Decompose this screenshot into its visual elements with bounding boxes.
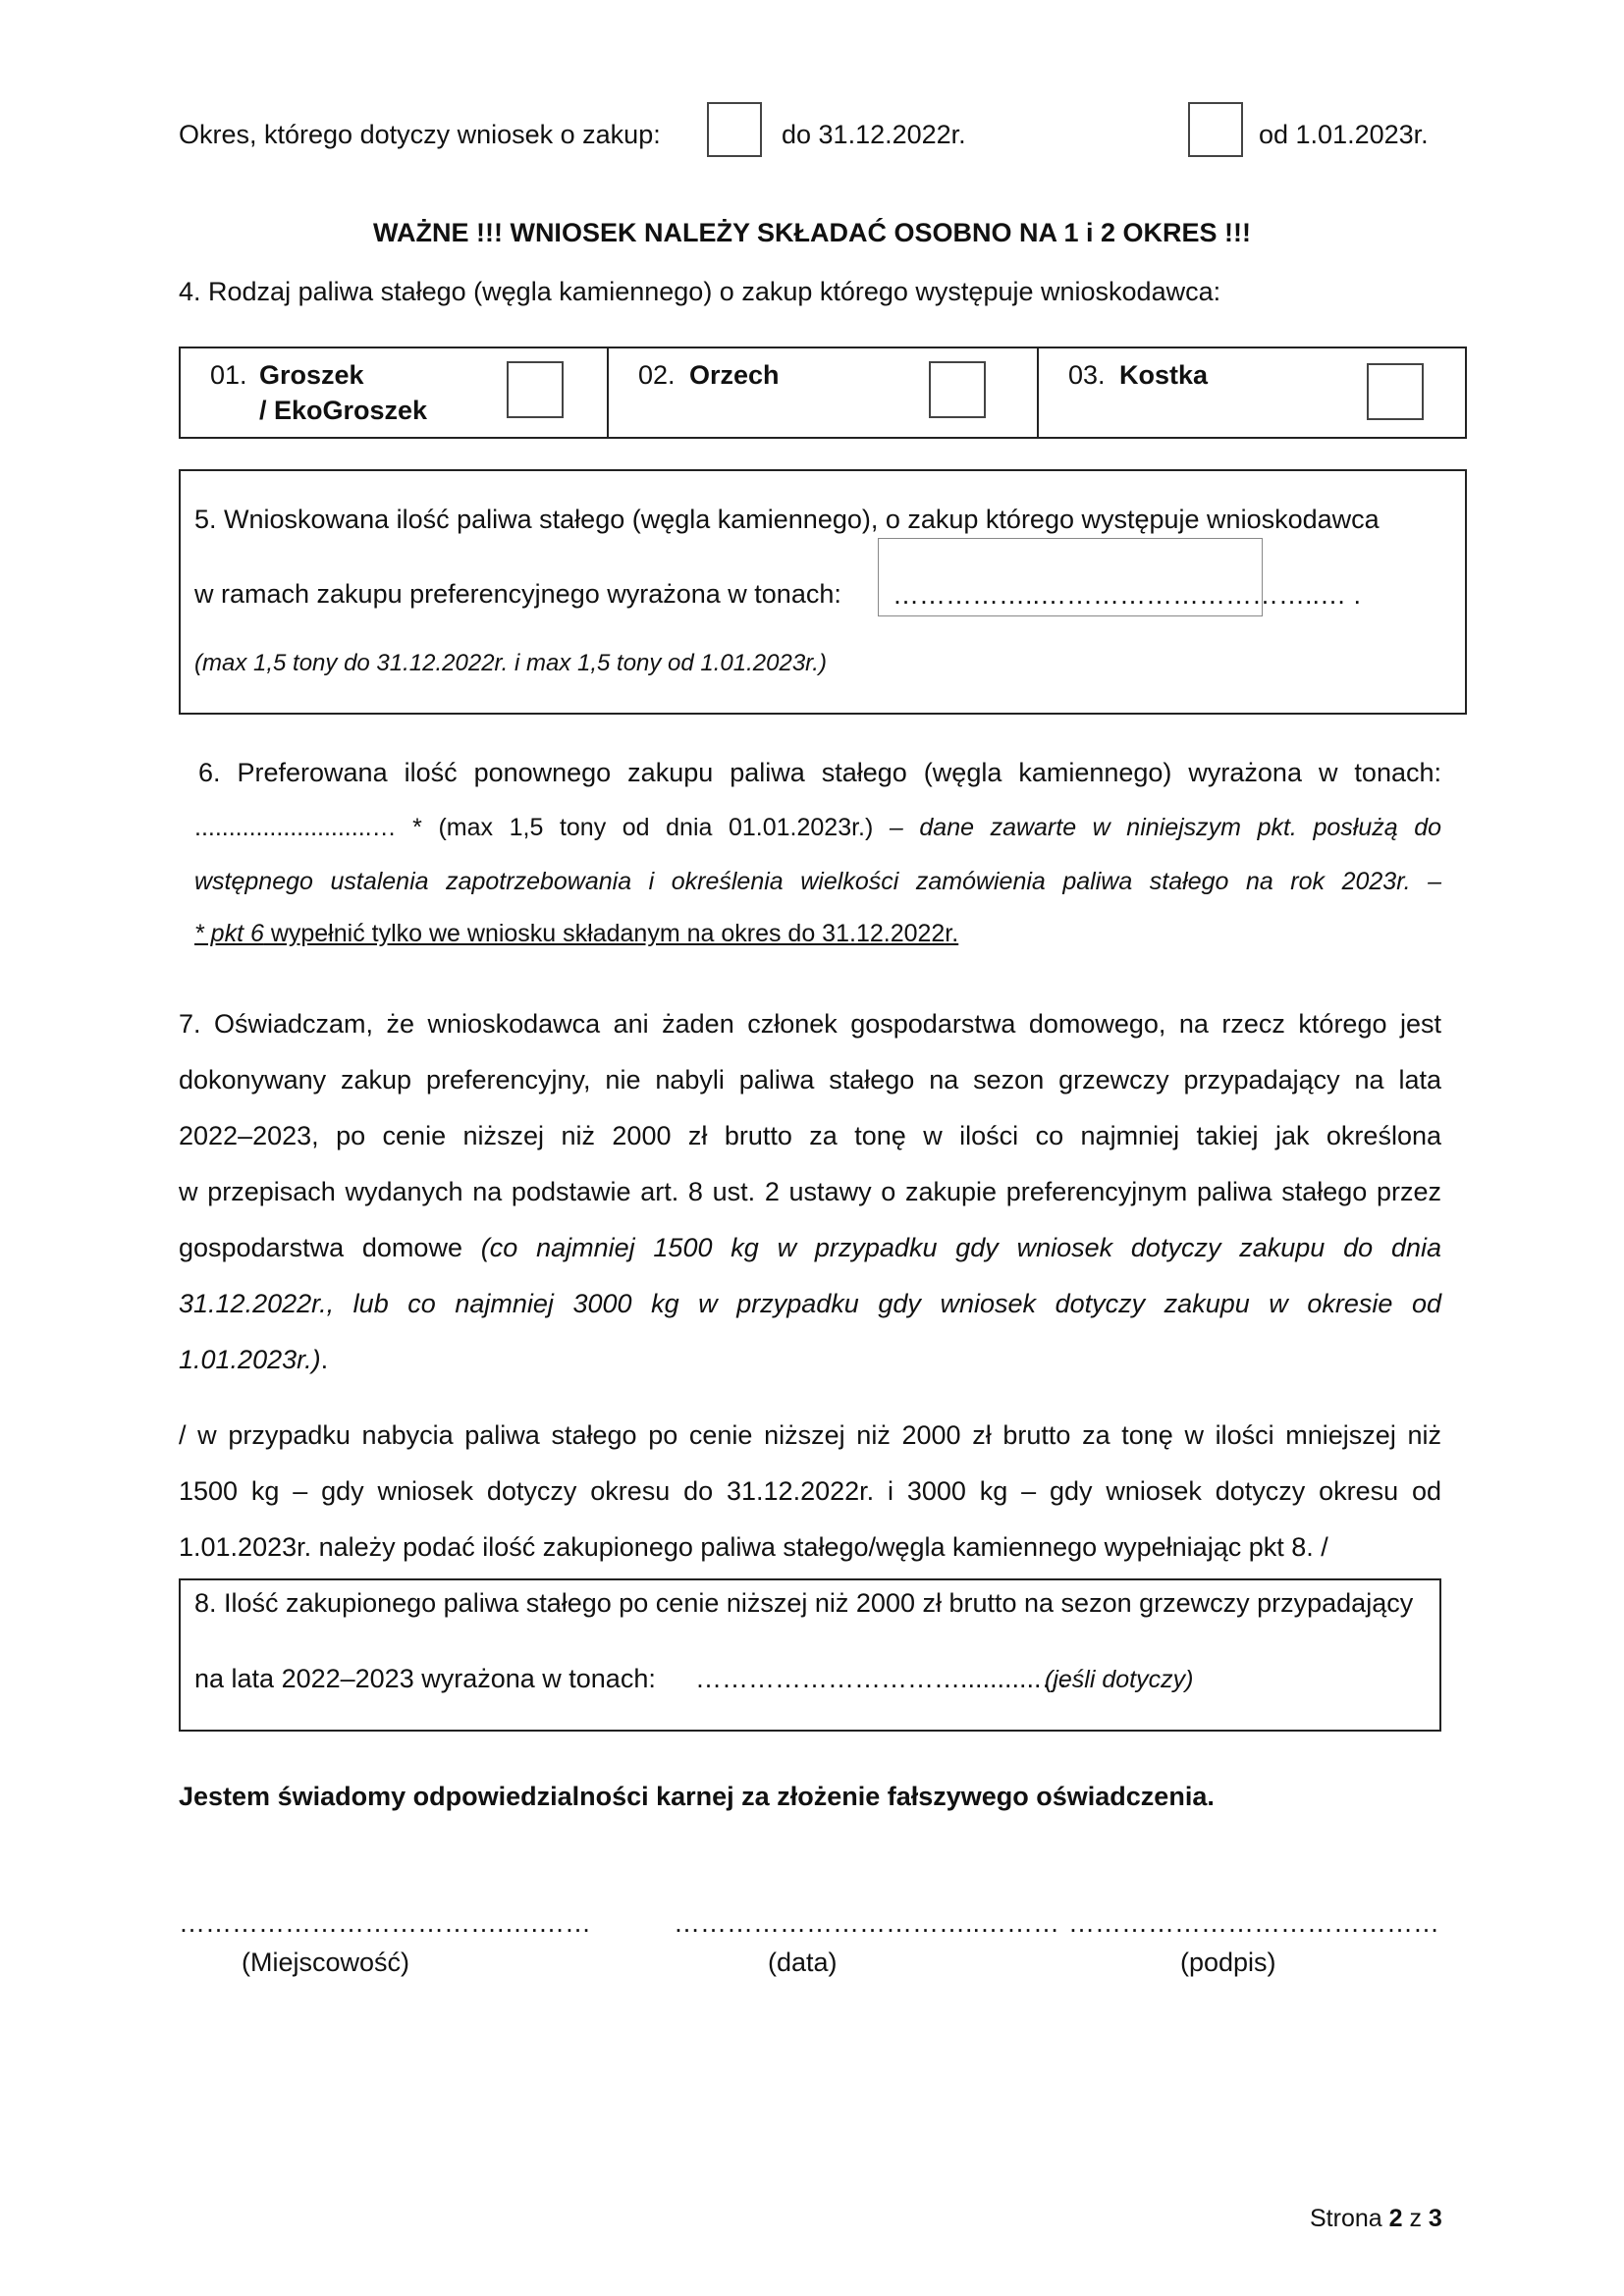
section8-line2: na lata 2022–2023 wyrażona w tonach: xyxy=(194,1664,656,1693)
page-current: 2 xyxy=(1388,2205,1403,2232)
section6-dots: ..........................… * xyxy=(194,814,422,841)
declaration: Jestem świadomy odpowiedzialności karnej za złożenie fałszywego oświadczenia. xyxy=(179,1782,1215,1811)
section6-line3: wstępnego ustalenia zapotrzebowania i określenia wielkości zamówienia paliwa stałego na rok 2023r. – xyxy=(194,868,1441,895)
section4-title: 4. Rodzaj paliwa stałego (węgla kamiennego) o zakup którego występuje wnioskodawca: xyxy=(179,277,1221,306)
fuel-checkbox-groszek[interactable] xyxy=(507,361,564,418)
section6-footnote-star: * pkt 6 xyxy=(194,920,264,947)
section6-line2 xyxy=(194,814,1441,842)
place-field[interactable]: ……………………………….….…… xyxy=(179,1908,592,1938)
section6-line1: 6. Preferowana ilość ponownego zakupu paliwa stałego (węgla kamiennego) wyrażona w tonach: xyxy=(198,758,1441,787)
signature-field[interactable]: …………………………………… xyxy=(1068,1908,1439,1938)
fuel-option-label-ekogroszek: / EkoGroszek xyxy=(259,396,428,425)
section7-line6: 31.12.2022r., lub co najmniej 3000 kg w przypadku gdy wniosek dotyczy zakupu w okresie od xyxy=(179,1289,1441,1318)
signature-label: (podpis) xyxy=(1180,1948,1276,1977)
section5-note: (max 1,5 tony do 31.12.2022r. i max 1,5 tony od 1.01.2023r.) xyxy=(194,650,827,676)
tons-requested-dots: ……………..…………………………..… . xyxy=(893,580,1362,610)
page-prefix: Strona xyxy=(1310,2205,1389,2232)
section6-footnote xyxy=(194,920,958,948)
section5-line1: 5. Wnioskowana ilość paliwa stałego (węgla kamiennego), o zakup którego występuje wnioskodawca xyxy=(194,505,1380,534)
table-divider xyxy=(607,347,609,439)
fuel-option-label-groszek: Groszek xyxy=(259,360,364,390)
section6-footnote-text: wypełnić tylko we wniosku składanym na okres do 31.12.2022r. xyxy=(263,920,959,947)
fuel-checkbox-kostka[interactable] xyxy=(1367,363,1424,420)
page-total: 3 xyxy=(1428,2205,1442,2232)
period-option-2023: od 1.01.2023r. xyxy=(1259,120,1429,149)
section6-paren: (max 1,5 tony od dnia 01.01.2023r.) xyxy=(438,814,874,841)
section7-line3: 2022–2023, po cenie niższej niż 2000 zł brutto za tonę w ilości co najmniej takiej jak określona xyxy=(179,1121,1441,1150)
page-mid: z xyxy=(1402,2205,1429,2232)
fuel-option-num-02: 02. xyxy=(638,360,676,390)
section7-line4: w przepisach wydanych na podstawie art. 8 ust. 2 ustawy o zakupie preferencyjnym paliwa stałego przez xyxy=(179,1177,1441,1206)
section7-line5-italic: (co najmniej 1500 kg w przypadku gdy wniosek dotyczy zakupu do dnia xyxy=(480,1233,1441,1262)
note-line1: / w przypadku nabycia paliwa stałego po cenie niższej niż 2000 zł brutto za tonę w ilości mniejszej niż xyxy=(179,1420,1441,1450)
section8-note: (jeśli dotyczy) xyxy=(1045,1666,1194,1693)
important-notice: WAŻNE !!! WNIOSEK NALEŻY SKŁADAĆ OSOBNO NA 1 i 2 OKRES !!! xyxy=(372,218,1252,247)
section6-italic: – dane zawarte w niniejszym pkt. posłużą do xyxy=(889,814,1442,841)
place-label: (Miejscowość) xyxy=(242,1948,410,1977)
period-checkbox-2023[interactable] xyxy=(1188,102,1243,157)
period-option-2022: do 31.12.2022r. xyxy=(782,120,966,149)
fuel-option-num-01: 01. xyxy=(210,360,247,390)
date-label: (data) xyxy=(768,1948,838,1977)
fuel-checkbox-orzech[interactable] xyxy=(929,361,986,418)
table-divider xyxy=(1037,347,1039,439)
section7-line5 xyxy=(179,1233,1441,1263)
period-label: Okres, którego dotyczy wniosek o zakup: xyxy=(179,120,661,149)
fuel-option-label-orzech: Orzech xyxy=(689,360,780,390)
section7-line7-end: . xyxy=(320,1345,329,1374)
section8-line1: 8. Ilość zakupionego paliwa stałego po cenie niższej niż 2000 zł brutto na sezon grzewczy przypadający xyxy=(194,1588,1414,1618)
section7-line7 xyxy=(179,1345,328,1375)
section7-line7-italic: 1.01.2023r.) xyxy=(179,1345,321,1374)
fuel-option-label-kostka: Kostka xyxy=(1119,360,1209,390)
page-number xyxy=(1310,2205,1442,2233)
section7-line2: dokonywany zakup preferencyjny, nie nabyli paliwa stałego na sezon grzewczy przypadający na lata xyxy=(179,1065,1441,1095)
tons-purchased-field[interactable]: …………………………...........… xyxy=(695,1664,1068,1693)
section7-line5-normal: gospodarstwa domowe xyxy=(179,1233,462,1262)
note-line2: 1500 kg – gdy wniosek dotyczy okresu do 31.12.2022r. i 3000 kg – gdy wniosek dotyczy okresu od xyxy=(179,1476,1441,1506)
period-checkbox-2022[interactable] xyxy=(707,102,762,157)
date-field[interactable]: ……………………………..……… xyxy=(674,1908,1060,1938)
fuel-option-num-03: 03. xyxy=(1068,360,1106,390)
section5-line2: w ramach zakupu preferencyjnego wyrażona w tonach: xyxy=(194,579,841,609)
note-line3: 1.01.2023r. należy podać ilość zakupionego paliwa stałego/węgla kamiennego wypełniając pkt 8. / xyxy=(179,1532,1328,1562)
section7-line1: 7. Oświadczam, że wnioskodawca ani żaden członek gospodarstwa domowego, na rzecz którego jest xyxy=(179,1009,1441,1039)
tons-requested-field[interactable] xyxy=(878,538,1362,616)
